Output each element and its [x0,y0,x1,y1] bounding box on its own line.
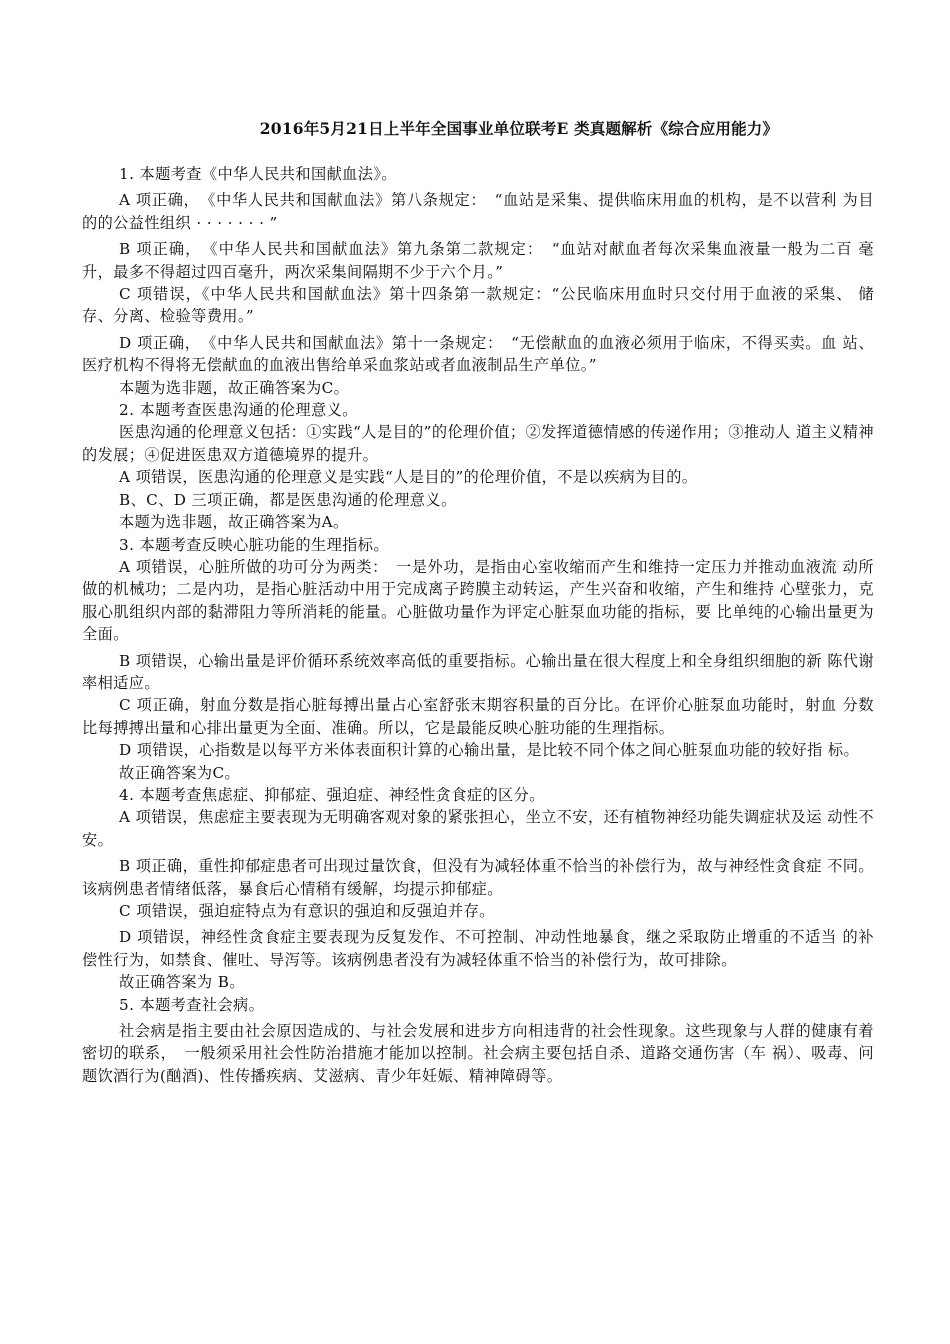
paragraph-q3-option-d: D 项错误，心指数是以每平方米体表面积计算的心输出量，是比较不同个体之间心脏泵血功能的较好指 标。 [119,741,860,760]
paragraph-q3-option-b: B 项错误，心输出量是评价循环系统效率高低的重要指标。心输出量在很大程度上和全身组织细胞的新 陈代谢率相适应。 [82,651,874,692]
paragraph-q2-explanation: 医患沟通的伦理意义包括：①实践“人是目的”的伦理价值；②发挥道德情感的传递作用；③推动人 道主义精神的发展；④促进医患双方道德境界的提升。 [82,423,874,464]
paragraph-q3-option-a: A 项错误，心脏所做的功可分为两类： 一是外功，是指由心室收缩而产生和维持一定压力并推动血液流 动所做的机械功；二是内功，是指心脏活动中用于完成离子跨膜主动转运，产生兴奋和收缩，产生和维持 心壁张力，克服心肌组织内部的黏滞阻力等所消耗的能量。心脏做功量作为评定心脏泵血功能的指标，要 比单纯的心输出量更为全面。 [82,557,874,644]
paragraph-q4-answer: 故正确答案为 B。 [119,973,245,992]
paragraph-q4-option-b: B 项正确，重性抑郁症患者可出现过量饮食，但没有为减轻体重不恰当的补偿行为，故与神经性贪食症 不同。该病例患者情绪低落，暴食后心情稍有缓解，均提示抑郁症。 [82,857,874,898]
paragraph-q4-option-c: C 项错误，强迫症特点为有意识的强迫和反强迫并存。 [119,902,495,920]
paragraph-q4-option-d: D 项错误，神经性贪食症主要表现为反复发作、不可控制、冲动性地暴食，继之采取防止增重的不适当 的补偿性行为，如禁食、催吐、导泻等。该病例患者没有为减轻体重不恰当的补偿行为，故可排除。 [82,928,874,969]
paragraph-q1-answer: 本题为选非题，故正确答案为C。 [119,378,350,397]
paragraph-q1-option-d: D 项正确， 《中华人民共和国献血法》第十一条规定： “无偿献血的血液必须用于临床，不得买卖。血 站、医疗机构不得将无偿献血的血液出售给单采血浆站或者血液制品生产单位。” [82,333,874,375]
paragraph-q2-option-a: A 项错误，医患沟通的伦理意义是实践“人是目的”的伦理价值，不是以疾病为目的。 [119,468,698,487]
paragraph-q4-topic: 4. 本题考查焦虑症、抑郁症、强迫症、神经性贪食症的区分。 [119,785,545,804]
paragraph-q2-topic: 2. 本题考查医患沟通的伦理意义。 [119,401,358,420]
paragraph-q2-answer: 本题为选非题，故正确答案为A。 [119,513,349,532]
paragraph-q3-option-c: C 项正确，射血分数是指心脏每搏出量占心室舒张末期容积量的百分比。在评价心脏泵血功能时，射血 分数比每搏搏出量和心排出量更为全面、准确。所以，它是最能反映心脏功能的生理指标。 [82,696,874,737]
paragraph-q1-option-a: A 项正确， 《中华人民共和国献血法》第八条规定： “血站是采集、提供临床用血的机构，是不以营利 为目的的公益性组织 · · · · · · · ” [82,191,874,232]
paragraph-q1-option-b: B 项正确， 《中华人民共和国献血法》第九条第二款规定： “血站对献血者每次采集血液量一般为二百 毫升，最多不得超过四百毫升，两次采集间隔期不少于六个月。” [82,240,874,281]
paragraph-q1-topic: 1. 本题考查《中华人民共和国献血法》。 [119,165,397,183]
paragraph-q5-explanation: 社会病是指主要由社会原因造成的、与社会发展和进步方向相违背的社会性现象。这些现象与人群的健康有着密切的联系， 一般须采用社会性防治措施才能加以控制。社会病主要包括自杀、道路交通伤害（车 祸）、吸毒、问题饮酒行为(酗酒)、性传播疾病、艾滋病、青少年妊娠、精神障碍等。 [82,1022,874,1085]
paragraph-q1-option-c: C 项错误，《中华人民共和国献血法》第十四条第一款规定：“公民临床用血时只交付用于血液的采集、 储存、分离、检验等费用。” [82,285,874,326]
paragraph-q3-topic: 3. 本题考查反映心脏功能的生理指标。 [119,535,389,554]
paragraph-q3-answer: 故正确答案为C。 [119,763,241,782]
paragraph-q4-option-a: A 项错误，焦虑症主要表现为无明确客观对象的紧张担心，坐立不安，还有植物神经功能失调症状及运 动性不安。 [82,808,874,849]
paragraph-q5-topic: 5. 本题考查社会病。 [119,995,265,1014]
paragraph-q2-option-bcd: B、C、D 三项正确，都是医患沟通的伦理意义。 [119,490,457,509]
document-title: 2016年5月21日上半年全国事业单位联考E 类真题解析《综合应用能力》 [259,119,779,138]
document-body [82,163,874,1087]
